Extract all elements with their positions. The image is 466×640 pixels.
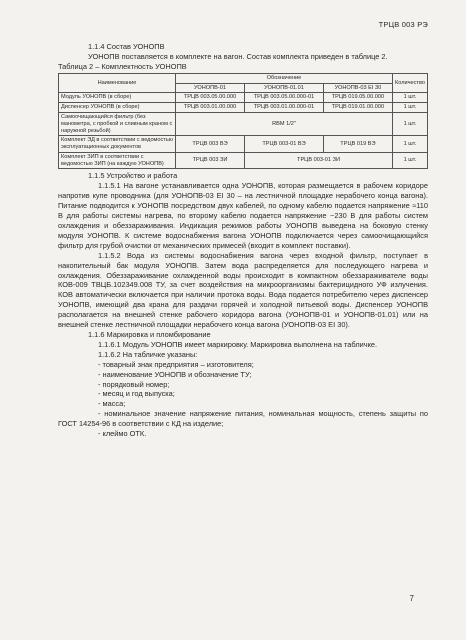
cell-designation: ТРЦВ 003 ЗИ [176, 152, 245, 169]
col-subheader-variant: УОНОПВ-01.01 [245, 83, 324, 93]
document-code: ТРЦВ 003 РЭ [378, 20, 428, 29]
cell-qty: 1 шт. [392, 112, 427, 135]
page-number: 7 [409, 594, 414, 603]
table-caption: Таблица 2 – Комплектность УОНОПВ [58, 61, 187, 71]
col-header-designation: Обозначение [176, 73, 393, 83]
cell-designation-merged: RBM 1/2" [176, 112, 393, 135]
cell-qty: 1 шт. [392, 152, 427, 169]
cell-name: Комплект ЭД в соответствии с ведомостью эксплуатационных документов [59, 136, 176, 153]
list-item: - месяц и год выпуска; [98, 389, 175, 399]
cell-designation-merged: ТРЦВ 003-01 ЗИ [245, 152, 393, 169]
cell-qty: 1 шт. [392, 136, 427, 153]
table-header-row [59, 73, 428, 83]
col-subheader-variant: УОНОПВ-03 EI 30 [323, 83, 392, 93]
section-heading-1-1-6: 1.1.6 Маркировка и пломбирование [88, 329, 211, 339]
table-row [59, 103, 428, 113]
table-row [59, 112, 428, 135]
list-item: - клеймо ОТК. [98, 429, 147, 439]
cell-designation: ТРЦВ 003 ВЭ [176, 136, 245, 153]
list-item: - номинальное значение напряжение питания, номинальная мощность, степень защиты по ГОСТ 14254-96 в соответствии с КД на изделие; [58, 409, 428, 429]
page-content [58, 42, 428, 439]
cell-designation: ТРЦВ 003.01.00.000 [176, 103, 245, 113]
list-item: - товарный знак предприятия – изготовителя; [98, 359, 254, 369]
section-heading-1-1-5: 1.1.5 Устройство и работа [88, 171, 178, 181]
list-item: - масса; [98, 399, 126, 409]
cell-designation: ТРЦВ 019 ВЭ [323, 136, 392, 153]
cell-name: Комплект ЗИП в соответствии с ведомостью ЗИП (на каждую УОНОПВ) [59, 152, 176, 169]
cell-name: Диспенсер УОНОПВ (в сборе) [59, 103, 176, 113]
paragraph-1-1-6-2: 1.1.6.2 На табличке указаны: [98, 349, 198, 359]
cell-name: Самоочищающийся фильтр (без манометра, с пробкой и сливным краном с наружной резьбой) [59, 112, 176, 135]
list-item: - наименование УОНОПВ и обозначение ТУ; [98, 369, 252, 379]
cell-name: Модуль УОНОПВ (в сборе) [59, 93, 176, 103]
paragraph-1-1-5-2: 1.1.5.2 Вода из системы водоснабжения вагона через входной фильтр, поступает в накопительный бак модуля УОНОПВ. Затем вода распределяется для последующего нагрева и охлаждения. Обеззараживание охлажденной воды происходит в компактном обеззараживателе воды КОВ-009 ТВЦБ.102349.008 ТУ, за счет воздействия на микроорганизмы бактерицидного УФ излучения. КОВ автоматически включается при наличии протока воды. Вода подается потребителю через диспенсер УОНОПВ, имеющий два крана для раздачи горячей и холодной питьевой воды. Диспенсер УОНОПВ располагается на внешней стенке рабочего коридора вагона (УОНОПВ-01 и УОНОПВ-01.01) или на внешней стенке лестничной площадки нерабочего конца вагона (УОНОПВ-03 EI 30). [58, 250, 428, 330]
cell-designation: ТРЦВ 003.01.00.000-01 [245, 103, 324, 113]
table-row [59, 93, 428, 103]
col-subheader-variant: УОНОПВ-01 [176, 83, 245, 93]
paragraph-1-1-5-1: 1.1.5.1 На вагоне устанавливается одна УОНОПВ, которая размещается в рабочем коридоре напротив купе проводника (для УОНОПВ-03 EI 30 – на лестничной площадке нерабочего конца вагона). Питание подводится к УОНОПВ посредством двух кабелей, по одному кабелю подается напряжение ≈110 В для работы системы нагрева, по второму кабелю подается напряжение ~230 В для работы систем охлаждения и обеззараживания. Индикация режимов работы УОНОПВ выведена на боковую стенку модуля УОНОПВ. К системе водоснабжения вагона УОНОПВ подключается через самоочищающийся фильтр для грубой очистки от механических примесей (входит в комплект поставки). [58, 181, 428, 250]
cell-qty: 1 шт. [392, 93, 427, 103]
cell-designation: ТРЦВ 003.05.00.000-01 [245, 93, 324, 103]
section-heading-1-1-4: 1.1.4 Состав УОНОПВ [88, 42, 165, 51]
table-row [59, 152, 428, 169]
cell-designation: ТРЦВ 003-01 ВЭ [245, 136, 324, 153]
col-header-name: Наименование [59, 73, 176, 93]
cell-designation: ТРЦВ 019.05.00.000 [323, 93, 392, 103]
col-header-qty: Количество [392, 73, 427, 93]
paragraph-1-1-6-1: 1.1.6.1 Модуль УОНОПВ имеет маркировку. Маркировка выполнена на табличке. [98, 339, 378, 349]
kit-table [58, 73, 428, 170]
table-row [59, 136, 428, 153]
cell-designation: ТРЦВ 003.05.00.000 [176, 93, 245, 103]
cell-qty: 1 шт. [392, 103, 427, 113]
section-text-1-1-4: УОНОПВ поставляется в комплекте на вагон. Состав комплекта приведен в таблице 2. [88, 51, 388, 61]
list-item: - порядковый номер; [98, 379, 170, 389]
cell-designation: ТРЦВ 019.01.00.000 [323, 103, 392, 113]
